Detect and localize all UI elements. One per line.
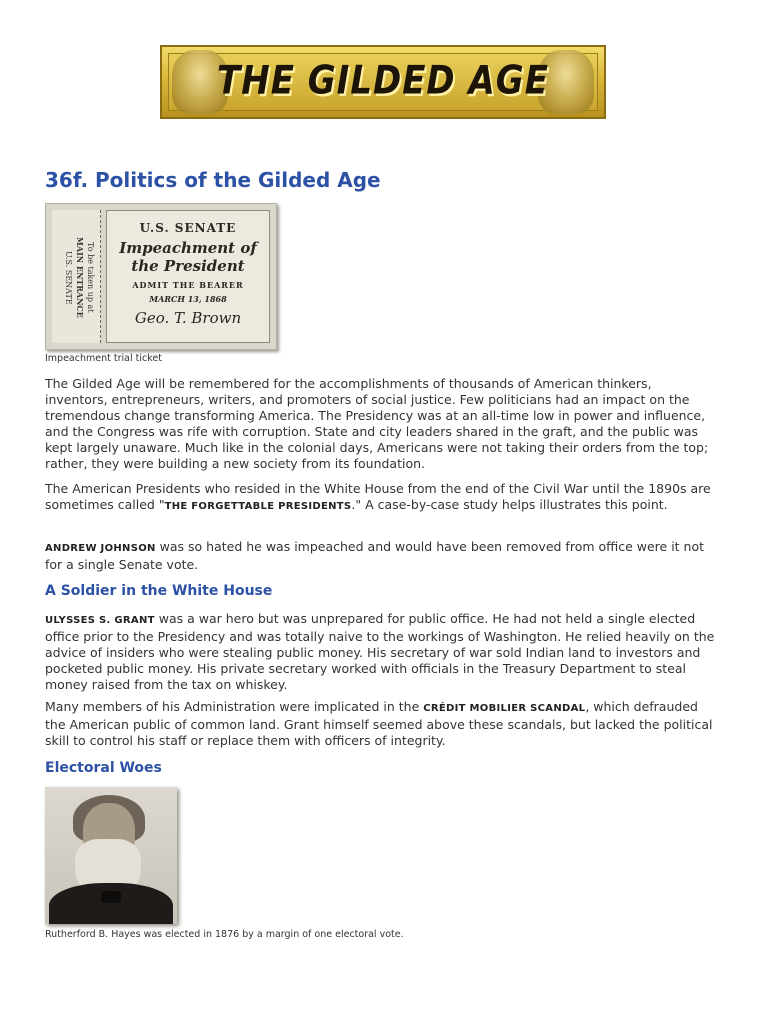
forgettable-presidents-term: THE FORGETTABLE PRESIDENTS [164, 501, 352, 512]
forgettable-presidents-paragraph [45, 481, 717, 515]
ticket-line-impeachment: Impeachment of the President [119, 239, 257, 275]
impeachment-ticket-image [45, 203, 277, 350]
stub-line: MAIN ENTRANCE [75, 237, 85, 318]
para5-before: Many members of his Administration were implicated in the [45, 699, 424, 714]
credit-mobilier-term: CRÉDIT MOBILIER SCANDAL [423, 703, 586, 714]
ticket-line-date: MARCH 13, 1868 [149, 294, 227, 304]
para5-after: , which defrauded the American public of common land. Grant himself seemed above these scandals, but lacked the political skill to control his staff or replace them with officers of integrity. [45, 699, 713, 748]
para4-after: was a war hero but was unprepared for public office. He had not held a single elected office prior to the Presidency and was totally naive to the workings of Washington. He relied heavily on the advice of insiders who were stealing public money. His secretary of war sold Indian land to investors and pocketed public money. His private secretary worked with officials in the Treasury Department to steal money raised from the tax on whiskey. [45, 611, 715, 692]
ticket-main [106, 210, 270, 343]
page-title: 36f. Politics of the Gilded Age [45, 168, 381, 192]
gilded-age-banner [160, 45, 606, 119]
hayes-portrait-image [45, 787, 177, 924]
photo-bowtie [101, 891, 121, 903]
hayes-caption: Rutherford B. Hayes was elected in 1876 by a margin of one electoral vote. [45, 929, 404, 940]
ticket-caption: Impeachment trial ticket [45, 353, 162, 364]
para2-after: ." A case-by-case study helps illustrates this point. [351, 497, 668, 512]
credit-mobilier-paragraph [45, 699, 717, 749]
stub-line: To be taken up at [86, 242, 95, 313]
ticket-stub [52, 210, 101, 343]
intro-paragraph: The Gilded Age will be remembered for the accomplishments of thousands of American thinkers, inventors, entrepreneurs, writers, and promoters of social justice. Few politicians had an impact on the tremendous change transforming America. The Presidency was at an all-time low in power and influence, and the Congress was rife with corruption. State and city leaders shared in the graft, and the public was kept largely unaware. Much like in the colonial days, Americans were not taking their orders from the top; rather, they were building a new society from its foundation. [45, 376, 709, 471]
ticket-line-senate: U.S. SENATE [139, 221, 237, 235]
ticket-stub-text [60, 220, 96, 335]
para3-after: was so hated he was impeached and would have been removed from office were it not for a single Senate vote. [45, 539, 705, 572]
para2-before: The American Presidents who resided in the White House from the end of the Civil War until the 1890s are sometimes called " [45, 481, 711, 512]
ticket-signature: Geo. T. Brown [134, 309, 242, 327]
ulysses-grant-name: ULYSSES S. GRANT [45, 615, 155, 626]
heading-soldier-white-house: A Soldier in the White House [45, 583, 273, 599]
photo-coat [49, 883, 173, 924]
heading-electoral-woes: Electoral Woes [45, 760, 162, 776]
stub-line: U.S. SENATE [64, 250, 73, 305]
banner-title: THE GILDED AGE [217, 58, 549, 104]
andrew-johnson-paragraph [45, 539, 717, 573]
grant-paragraph [45, 611, 717, 693]
ticket-line-admit: ADMIT THE BEARER [132, 280, 244, 290]
andrew-johnson-name: ANDREW JOHNSON [45, 543, 156, 554]
